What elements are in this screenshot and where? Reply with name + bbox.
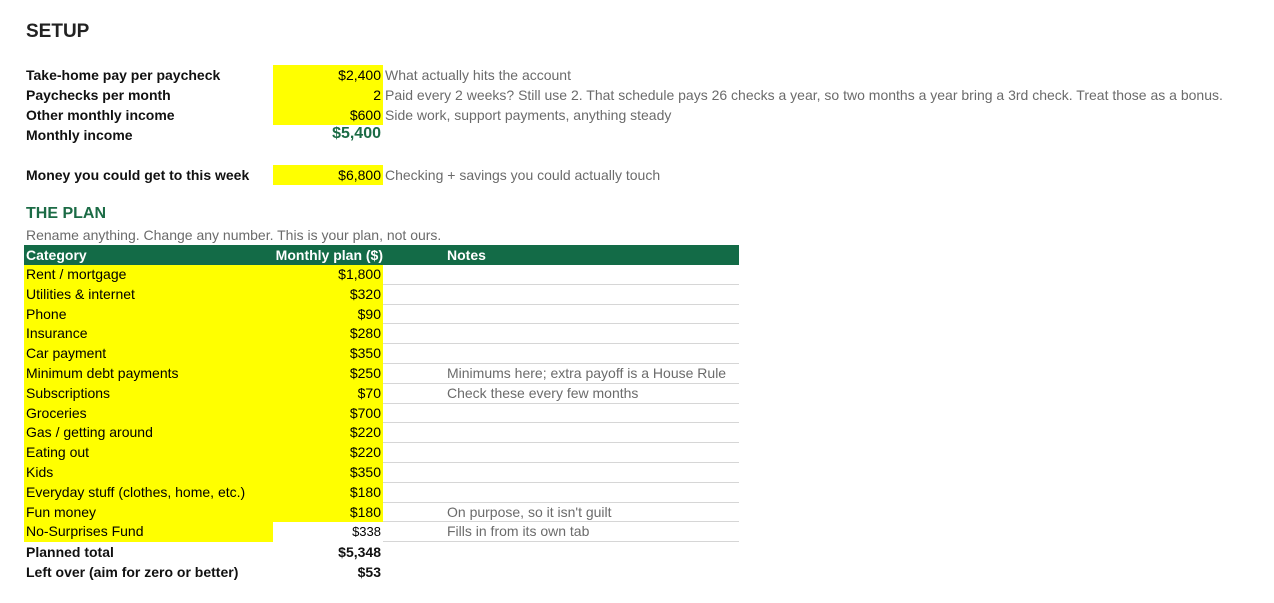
note-cell[interactable] [383, 483, 739, 503]
other-income-input[interactable]: $600 [273, 105, 383, 125]
amount-cell[interactable]: $90 [273, 305, 383, 325]
header-notes: Notes [447, 247, 486, 263]
plan-subtitle: Rename anything. Change any number. This is your plan, not ours. [26, 227, 442, 243]
note-cell[interactable] [383, 404, 739, 424]
note-cell[interactable] [383, 285, 739, 305]
amount-cell[interactable]: $180 [273, 503, 383, 523]
table-row [24, 522, 739, 542]
amount-cell[interactable]: $220 [273, 443, 383, 463]
category-cell[interactable]: Minimum debt payments [24, 364, 273, 384]
take-home-pay-note: What actually hits the account [385, 67, 571, 83]
category-cell[interactable]: Fun money [24, 503, 273, 523]
category-cell[interactable]: Phone [24, 305, 273, 325]
amount-cell[interactable]: $180 [273, 483, 383, 503]
planned-total-row [24, 542, 739, 562]
table-row [24, 265, 739, 285]
paychecks-per-month-label: Paychecks per month [26, 87, 171, 103]
amount-cell[interactable]: $700 [273, 404, 383, 424]
planned-total-label: Planned total [26, 544, 114, 561]
category-cell[interactable]: No-Surprises Fund [24, 522, 273, 542]
note-cell[interactable]: Minimums here; extra payoff is a House Rule [383, 364, 739, 384]
amount-cell[interactable]: $320 [273, 285, 383, 305]
amount-cell[interactable]: $280 [273, 324, 383, 344]
table-row [24, 305, 739, 325]
category-cell[interactable]: Subscriptions [24, 384, 273, 404]
category-cell[interactable]: Insurance [24, 324, 273, 344]
amount-cell[interactable]: $220 [273, 423, 383, 443]
table-row [24, 364, 739, 384]
take-home-pay-input[interactable]: $2,400 [273, 65, 383, 85]
left-over-label: Left over (aim for zero or better) [26, 564, 239, 581]
note-cell[interactable] [383, 324, 739, 344]
category-cell[interactable]: Eating out [24, 443, 273, 463]
table-row [24, 344, 739, 364]
paychecks-per-month-note: Paid every 2 weeks? Still use 2. That schedule pays 26 checks a year, so two months a year bring a 3rd check. Treat those as a bonus. [385, 87, 1223, 103]
monthly-income-value: $5,400 [332, 125, 381, 142]
left-over-value: $53 [357, 564, 381, 581]
amount-cell[interactable]: $70 [273, 384, 383, 404]
take-home-pay-label: Take-home pay per paycheck [26, 67, 221, 83]
table-row [24, 423, 739, 443]
monthly-income-label: Monthly income [26, 127, 133, 143]
category-cell[interactable]: Everyday stuff (clothes, home, etc.) [24, 483, 273, 503]
table-row [24, 483, 739, 503]
note-cell[interactable] [383, 463, 739, 483]
note-cell[interactable]: Check these every few months [383, 384, 739, 404]
note-cell[interactable] [383, 265, 739, 285]
other-income-label: Other monthly income [26, 107, 175, 123]
category-cell[interactable]: Utilities & internet [24, 285, 273, 305]
header-category: Category [26, 247, 87, 263]
table-row [24, 463, 739, 483]
reachable-money-note: Checking + savings you could actually touch [385, 167, 661, 183]
category-cell[interactable]: Rent / mortgage [24, 265, 273, 285]
note-cell[interactable] [383, 344, 739, 364]
amount-cell[interactable]: $350 [273, 463, 383, 483]
plan-title: THE PLAN [26, 205, 106, 222]
planned-total-value: $5,348 [338, 544, 381, 561]
amount-cell[interactable]: $250 [273, 364, 383, 384]
reachable-money-input[interactable]: $6,800 [273, 165, 383, 185]
reachable-money-label: Money you could get to this week [26, 167, 250, 183]
note-cell[interactable]: Fills in from its own tab [383, 522, 739, 542]
table-row [24, 324, 739, 344]
amount-cell: $338 [352, 524, 381, 540]
note-cell[interactable] [383, 443, 739, 463]
setup-title: SETUP [26, 21, 90, 42]
plan-table [24, 245, 739, 582]
left-over-row [24, 562, 739, 582]
note-cell[interactable] [383, 305, 739, 325]
category-cell[interactable]: Kids [24, 463, 273, 483]
paychecks-per-month-input[interactable]: 2 [273, 85, 383, 105]
header-monthly-plan: Monthly plan ($) [275, 247, 383, 263]
table-row [24, 443, 739, 463]
other-income-note: Side work, support payments, anything steady [385, 107, 672, 123]
plan-table-header [24, 245, 739, 265]
amount-cell[interactable]: $1,800 [273, 265, 383, 285]
table-row [24, 285, 739, 305]
note-cell[interactable] [383, 423, 739, 443]
table-row [24, 404, 739, 424]
amount-cell[interactable]: $350 [273, 344, 383, 364]
category-cell[interactable]: Gas / getting around [24, 423, 273, 443]
category-cell[interactable]: Car payment [24, 344, 273, 364]
table-row [24, 384, 739, 404]
table-row [24, 503, 739, 523]
note-cell[interactable]: On purpose, so it isn't guilt [383, 503, 739, 523]
category-cell[interactable]: Groceries [24, 404, 273, 424]
